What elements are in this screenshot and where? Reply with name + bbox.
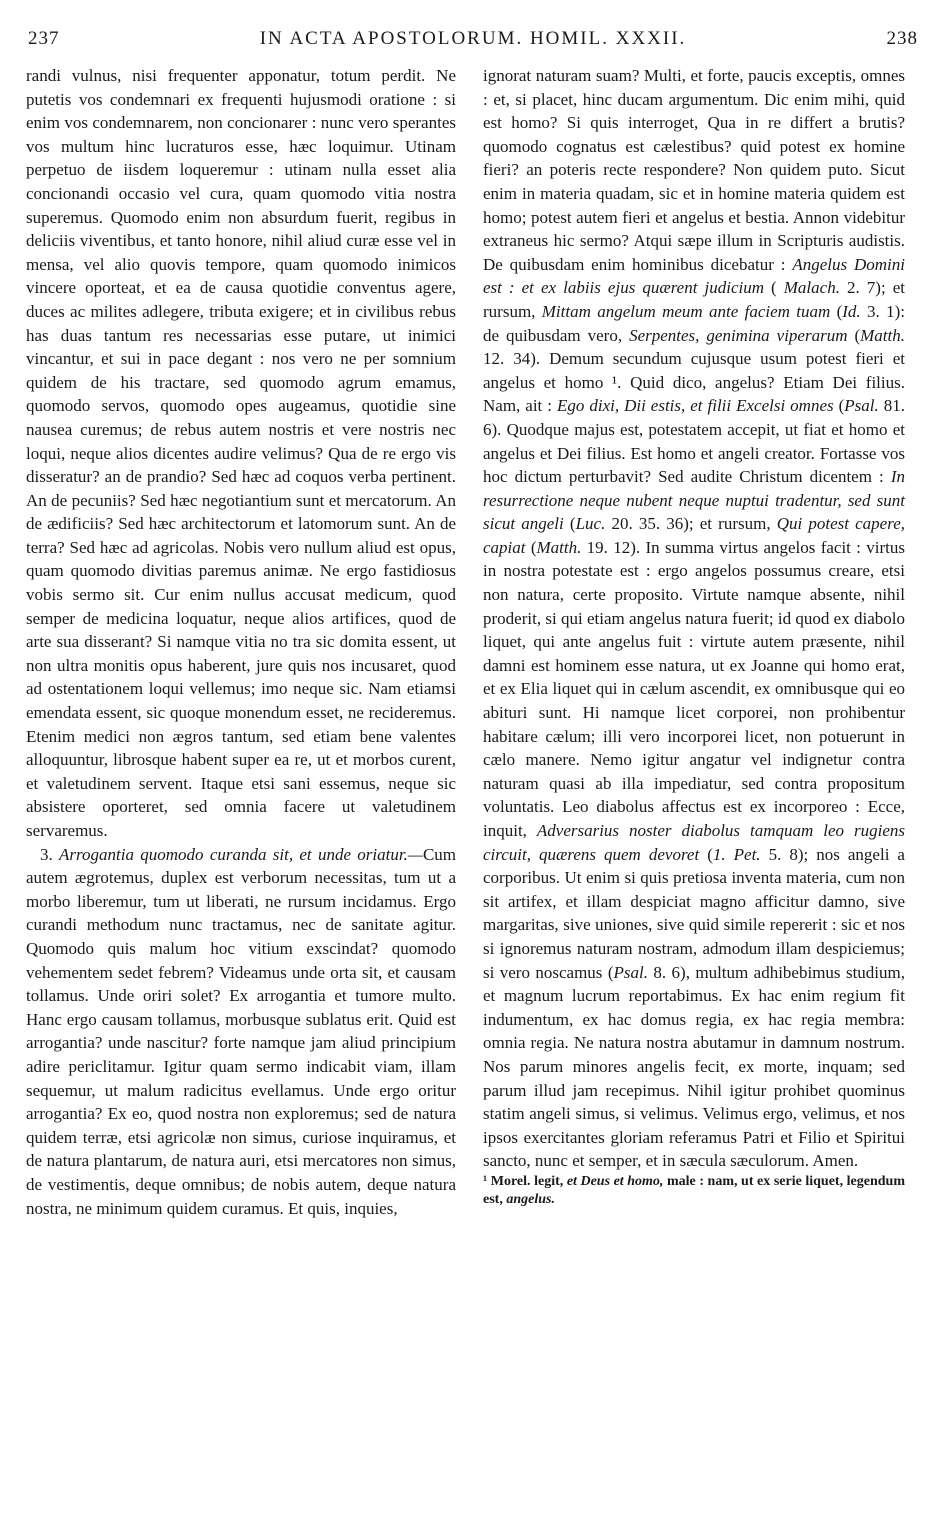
scripture-quote: Mittam angelum meum ante faciem tuam [541, 301, 831, 321]
running-title: IN ACTA APOSTOLORUM. HOMIL. XXXII. [259, 28, 687, 49]
footnote-text: male : nam, ut ex serie liquet, legendum est, [483, 1173, 905, 1207]
scripture-quote: Angelus Domini est : et ex labiis ejus quærent judicium [483, 254, 905, 298]
text-run: ( [847, 325, 861, 345]
text-run: ( [833, 396, 845, 416]
text-run: ( [563, 514, 576, 534]
scripture-reference: Psal. [844, 396, 879, 416]
text-run: 8. 6), multum adhibebimus studium, et magnum lucrum reportabimus. Ex hac enim regium fit indumentum, ex hac domus regia, ex hac regia membra: omnia regia. Ne natura nostra abutamur in damnum nostrum. Nos parum minores angelis fecit, ex morte, inquam; sed parum illud jam recepimus. Nihil igitur prohibet quominus statim angeli simus, si velimus. Velimus ergo, velimus, et nos ipsos exercitantes gloriam referamus Patri et Filio et Spiritui sancto, nunc et semper, et in sæcula sæculorum. Amen. [483, 962, 905, 1171]
scripture-quote: In resurrectione neque nubent neque nuptui tradentur, sed sunt sicut angeli [483, 467, 905, 534]
text-run: 5. 8); nos angeli a corporibus. Ut enim si quis pretiosa inventa materia, cum non sit artifex, et illam despiciat magno afficitur damno, sive margaritas, sive uniones, sive quid simile repererit : sic et nos si ignoremus naturam nostram, admodum illam despiciemus; si vero noscamus ( [483, 844, 905, 982]
text-run: 12. 34). Demum secundum cujusque usum potest fieri et angelus et homo ¹. Quid dico, angelus? Etiam Dei filius. Nam, ait : [483, 349, 905, 416]
section-title: Arrogantia quomodo curanda sit, et unde oriatur.— [59, 844, 423, 864]
scripture-reference: Luc. [575, 514, 606, 534]
scripture-reference: 1. Pet. [712, 844, 761, 864]
text-run: 2. 7); et rursum, [483, 278, 905, 321]
scripture-reference: Malach. [783, 278, 840, 298]
text-run: ( [830, 301, 843, 321]
text-run: 20. 35. 36); et rursum, [605, 514, 777, 534]
paragraph [483, 64, 905, 1173]
scripture-reference: Matth. [860, 325, 905, 345]
left-column [26, 64, 456, 1220]
page-number-left: 237 [28, 28, 60, 49]
text-run: 3. 1): de quibusdam vero, [483, 301, 905, 345]
scripture-reference: Psal. [613, 962, 648, 982]
footnote-text: ¹ Morel. legit, [483, 1173, 567, 1189]
text-run: ( [699, 844, 713, 864]
scripture-quote: Ego dixi, Dii estis, et filii Excelsi omnes [556, 396, 834, 416]
footnote [483, 1173, 905, 1209]
scripture-quote: Qui potest capere, capiat [483, 514, 905, 557]
text-run: ( [764, 278, 784, 298]
text-run: 19. 12). In summa virtus angelos facit : virtus in nostra potestate est : ergo angelos possumus creare, etsi non natura, certe proposito. Virtute namque absente, nihil proderit, si qui etiam angelus natura fuerit; id quod ex diabolo liquet, qui ante angelus fuit : virtute autem præsente, nihil damni est hominem esse natura, ut ex Joanne qui homo erat, et ex Elia liquet qui in cælum ascendit, ex omnibusque qui eo abituri sunt. Hi namque licet corporei, non prohibentur habitare cælum; illi vero incorporei licet, non potuerunt in cælo manere. Nemo igitur angatur vel indignetur contra naturam quasi ab illa impediatur, sed contra propositum voluntatis. Leo diabolus affectus est ex incorporeo : Ecce, inquit, [483, 537, 905, 840]
text-run: ignorat naturam suam? Multi, et forte, paucis exceptis, omnes : et, si placet, hinc ducam argumentum. Dic enim mihi, quid est homo? Si quis interroget, Qua in re differt a brutis? quomodo cognatus est cælestibus? quid potest ex homine fieri? an poteris recte respondere? Non quidem puto. Sicut enim in materia quadam, sic et in homine materia quidem est homo; potest autem fieri et angelus et bestia. Annon videbitur extraneus hic sermo? Atqui sæpe illum in Scripturis audistis. De quibusdam enim hominibus dicebatur : [483, 66, 905, 274]
paragraph: randi vulnus, nisi frequenter apponatur, totum perdit. Ne putetis vos condemnari ex frequenti hujusmodi oratione : si enim vos condemnarem, non concionarer : nunc vero sperantes vos multum hinc lucraturos esse, hæc loquimur. Utinam perpetuo de iisdem loqueremur : utinam nulla esset alia concionandi occasio vel cura, quam quomodo vitia nostra superemus. Quomodo enim non absurdum fuerit, regibus in deliciis viventibus, et tanto honore, nihil aliud curæ esse vel in mensa, vel alio quovis tempore, quam quomodo inimicos vincere oporteat, et ea de causa quotidie conventus agere, duces ac milites adlegere, tributa exigere; et in civilibus rebus has duas tantum res necessarias esse putare, ut inimici vincantur, et sui in pace degant : nos vero ne per somnium quidem de his tractare, sed quomodo agrum emamus, quomodo servos, quomodo opes augeamus, quotidie sine nausea curemus; de rebus autem nostris et vere nostris nec loqui, neque alios dicentes audire velimus? Qua de re ergo vis disseratur? an de prandio? Sed hæc ad coquos verba pertinent. An de pecuniis? Sed hæc negotiantium sunt et mercatorum. An de ædificiis? Sed hæc architectorum et latomorum sunt. An de terra? Sed hæc ad agricolas. Nobis vero nullum aliud est opus, quam quomodo divitias paremus animæ. Ne ergo fastidiosus vobis sermo sit. Cur enim nullus accusat medicum, quod semper de medicina loquatur, neque alios artifices, quod de arte sua disserant? Si namque vitia no tra sic domita essent, ut non ultra monitis opus haberent, jure quis nos incusaret, quod ad ostentationem loqui vellemus; imo neque sic. Nam etiamsi emendata essent, sic quoque monendum esset, ne recideremus. Etenim medici non ægros tantum, sed etiam bene valentes alloquuntur, librosque habent super ea re, ut et morbos curent, et valetudinem servent. Itaque etsi sani essemus, neque sic absistere oporteret, sed omnia facere ut valetudinem servaremus. [26, 66, 456, 840]
scripture-quote: Adversarius noster diabolus tamquam leo rugiens circuit, quærens quem devoret [483, 821, 905, 864]
scripture-reference: Matth. [536, 537, 582, 557]
right-column [483, 64, 905, 1209]
footnote-italic: angelus. [506, 1191, 555, 1207]
text-run: ( [525, 537, 537, 557]
scripture-reference: Id. [842, 301, 861, 321]
section-number: 3. [40, 844, 53, 864]
scripture-quote: Serpentes, genimina viperarum [629, 325, 848, 345]
section-paragraph [26, 843, 456, 1221]
paragraph: Cum autem ægrotemus, duplex est verborum necessitas, tum ut a morbo liberemur, tum ut liberati, ne rursum incidamus. Ergo curandi methodum nunc tractamus, nec de sanitate agitur. Quomodo quis malum hoc vitium exscindat? quomodo vehementem sedet febrem? Videamus unde orta sit, et causam tollamus. Unde oriri solet? Ex arrogantia et tumore multo. Hanc ergo causam tollamus, morbusque sublatus erit. Quid est arrogantia? unde nascitur? forte namque jam aliud principium adire periclitamur. Igitur quam sermo indicabit viam, illam sequemur, ut malum radicitus evellamus. Unde ergo oritur arrogantia? Ex eo, quod nostra non exploremus; sed de natura quidem terræ, etsi agricolæ non simus, curiose inquiramus, et de natura plantarum, de natura auri, etsi mercatores non simus, de vestimentis, deque omnibus; de nobis autem, deque natura nostra, ne minimum quidem curamus. Et quis, inquies, [26, 844, 457, 1218]
text-run: 81. 6). Quodque majus est, potestatem accepit, ut fiat et homo et angelus et Dei filius. Est homo et angeli creator. Fortasse vos hoc dictum perturbavit? Sed audite Christum dicentem : [483, 396, 906, 487]
footnote-italic: et Deus et homo, [566, 1173, 664, 1189]
page-number-right: 238 [886, 28, 918, 49]
running-header [28, 22, 918, 56]
